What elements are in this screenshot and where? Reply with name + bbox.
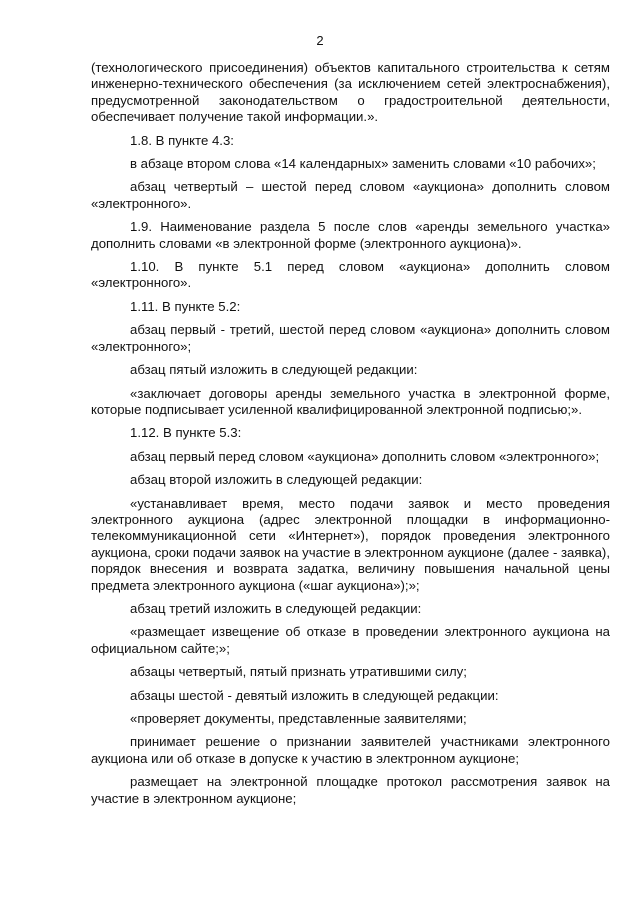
paragraph-item-1-10: 1.10. В пункте 5.1 перед словом «аукциона» дополнить словом «электронного». [91, 259, 610, 291]
paragraph-item-1-9: 1.9. Наименование раздела 5 после слов «аренды земельного участка» дополнить словами «в электронной форме (электронного аукциона)». [91, 219, 610, 251]
paragraph-continuation: (технологического присоединения) объектов капитального строительства к сетям инженерно-технического обеспечения (за исключением сетей электроснабжения), предусмотренной законодательством о градостроительной деятельности, обеспечивает получение такой информации.». [91, 60, 610, 125]
paragraph: в абзаце втором слова «14 календарных» заменить словами «10 рабочих»; [130, 156, 596, 172]
paragraph-quote: «заключает договоры аренды земельного участка в электронной форме, которые подписывает усиленной квалифицированной электронной подписью;». [91, 385, 610, 417]
paragraph: принимает решение о признании заявителей участниками электронного аукциона или об отказе в допуске к участию в электронном аукционе; [91, 734, 610, 766]
paragraph-quote: «устанавливает время, место подачи заявок и место проведения электронного аукциона (адрес электронной площадки в информационно-телекоммуникационной сети «Интернет»), порядок проведения электронного аукциона, сроки подачи заявок на участие в электронном аукционе (далее - заявка), порядок внесения и возврата задатка, величину повышения начальной цены предмета электронного аукциона («шаг аукциона»);»; [91, 495, 610, 593]
paragraph: абзацы шестой - девятый изложить в следующей редакции: [130, 687, 499, 703]
paragraph: абзац пятый изложить в следующей редакции: [130, 362, 418, 378]
document-body [91, 60, 610, 814]
paragraph-quote: «размещает извещение об отказе в проведении электронного аукциона на официальном сайте;»; [91, 624, 610, 656]
paragraph: размещает на электронной площадке протокол рассмотрения заявок на участие в электронном аукционе; [91, 774, 610, 806]
paragraph: абзац второй изложить в следующей редакции: [130, 472, 423, 488]
paragraph: абзацы четвертый, пятый признать утратившими силу; [130, 664, 467, 680]
paragraph-item-1-11: 1.11. В пункте 5.2: [130, 298, 241, 314]
paragraph-item-1-12: 1.12. В пункте 5.3: [130, 425, 242, 441]
paragraph: абзац первый перед словом «аукциона» дополнить словом «электронного»; [130, 448, 600, 464]
paragraph: абзац третий изложить в следующей редакции: [130, 600, 422, 616]
paragraph: абзац четвертый – шестой перед словом «аукциона» дополнить словом «электронного». [91, 179, 610, 211]
paragraph-item-1-8: 1.8. В пункте 4.3: [130, 132, 234, 148]
paragraph: абзац первый - третий, шестой перед словом «аукциона» дополнить словом «электронного»; [91, 322, 610, 354]
paragraph-quote: «проверяет документы, представленные заявителями; [130, 711, 467, 726]
page-number: 2 [316, 33, 324, 48]
